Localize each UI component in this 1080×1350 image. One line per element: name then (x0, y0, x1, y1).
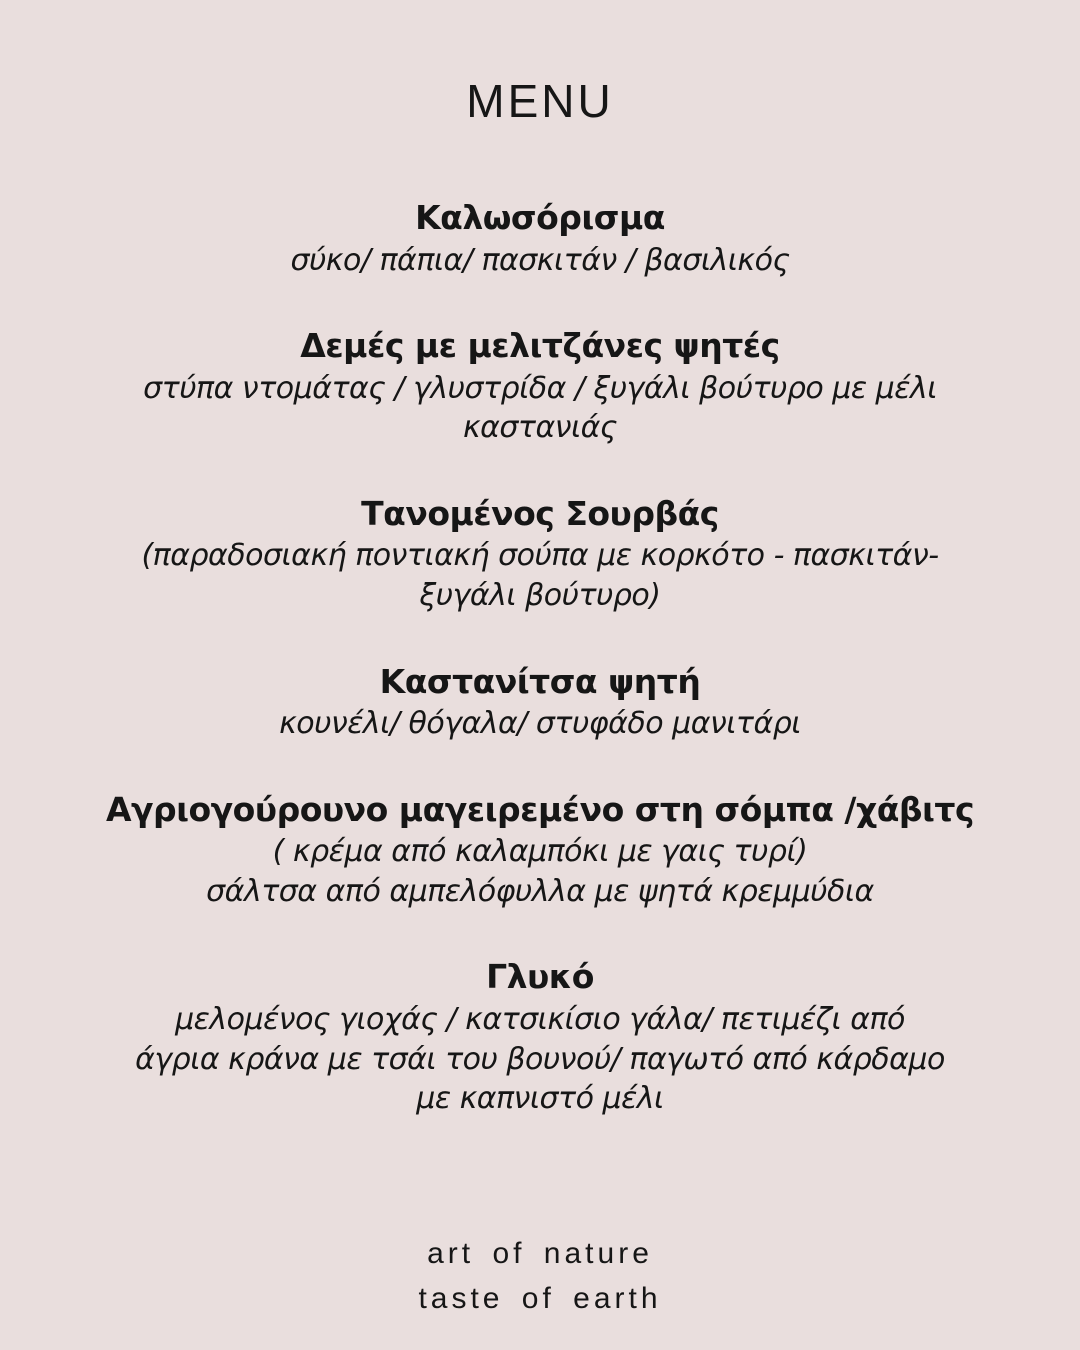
tagline-line-1: art of nature (427, 1236, 653, 1270)
section-description-line: κουνέλι/ θόγαλα/ στυφάδο μανιτάρι (279, 706, 801, 742)
menu-section-welcome (0, 196, 1080, 280)
section-title: Καστανίτσα ψητή (379, 661, 701, 701)
section-title: Δεμές με μελιτζάνες ψητές (300, 326, 780, 366)
section-description-line: στύπα ντομάτας / γλυστρίδα / ξυγάλι βούτυρο με μέλι (143, 370, 937, 406)
menu-sections (0, 196, 1080, 1119)
menu-title: MENU (466, 75, 614, 127)
section-description-line: (παραδοσιακή ποντιακή σούπα με κορκότο - πασκιτάν- (141, 538, 939, 574)
section-description-line: καστανιάς (462, 410, 618, 446)
section-description-line: μελομένος γιοχάς / κατσικίσιο γάλα/ πετιμέζι από (175, 1002, 905, 1038)
menu-section-eggplant (0, 324, 1080, 448)
section-description-line: άγρια κράνα με τσάι του βουνού/ παγωτό από κάρδαμο (135, 1041, 945, 1077)
section-description-line: ξυγάλι βούτυρο) (419, 578, 661, 614)
section-description-line: σύκο/ πάπια/ πασκιτάν / βασιλικός (290, 242, 790, 278)
section-title: Καλωσόρισμα (415, 198, 665, 237)
tagline (418, 1231, 661, 1321)
section-title: Τανομένος Σουρβάς (361, 493, 719, 533)
section-description-line: με καπνιστό μέλι (416, 1081, 664, 1117)
menu-section-wild-boar (0, 788, 1080, 912)
section-description-line: σάλτσα από αμπελόφυλλα με ψητά κρεμμύδια (206, 873, 874, 909)
section-title: Αγριογούρουνο μαγειρεμένο στη σόμπα /χάβιτς (105, 789, 975, 829)
section-title: Γλυκό (486, 957, 594, 997)
section-description-line: ( κρέμα από καλαμπόκι με γαις τυρί) (272, 834, 808, 870)
menu-section-dessert (0, 955, 1080, 1118)
menu-section-chestnut (0, 660, 1080, 744)
tagline-line-2: taste of earth (418, 1281, 662, 1315)
menu-section-soup (0, 492, 1080, 616)
